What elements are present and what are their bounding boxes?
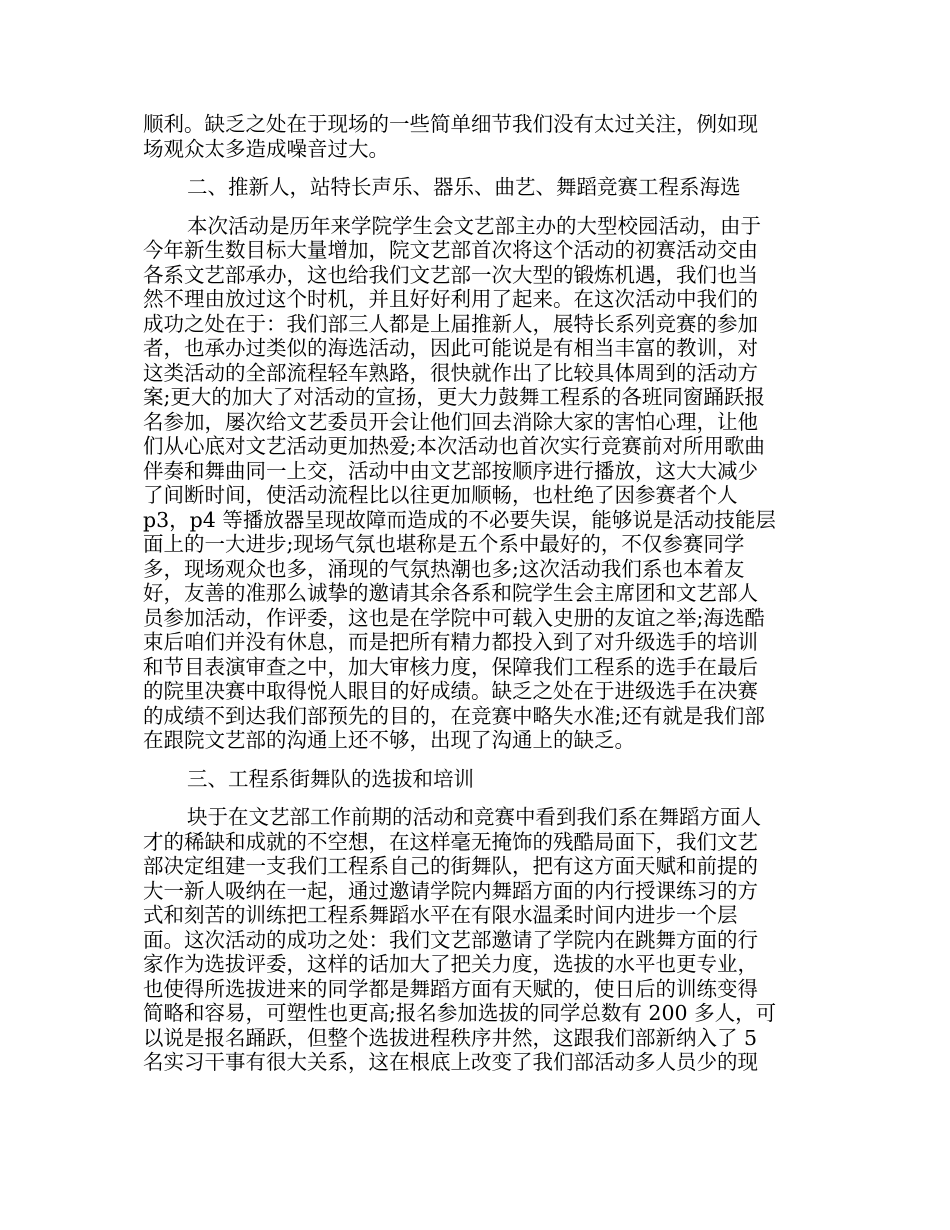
text-line: 然不理由放过这个时机，并且好好利用了起来。在这次活动中我们的 <box>143 287 758 311</box>
text-line: 了间断时间，使活动流程比以往更加顺畅，也杜绝了因参赛者个人 <box>143 483 738 507</box>
text-line: 部决定组建一支我们工程系自己的街舞队，把有这方面天赋和前提的 <box>143 854 758 878</box>
text-line: 的院里决赛中取得悦人眼目的好成绩。缺乏之处在于进级选手在决赛 <box>143 679 758 703</box>
text-line: 名实习干事有很大关系，这在根底上改变了我们部活动多人员少的现 <box>143 1050 758 1074</box>
text-line: 员参加活动，作评委，这也是在学院中可载入史册的友谊之举;海选酷 <box>143 605 765 630</box>
text-line: 以说是报名踊跃，但整个选拔进程秩序井然，这跟我们部新纳入了 5 <box>143 1025 758 1050</box>
paragraph <box>143 112 811 161</box>
text-line: 者，也承办过类似的海选活动，因此可能说是有相当丰富的教训，对 <box>143 336 758 360</box>
text-line: 家作为选拔评委，这样的话加大了把关力度，选拔的水平也更专业， <box>143 952 758 976</box>
text-line: p3，p4 等播放器呈现故障而造成的不必要失误，能够说是活动技能层 <box>143 507 776 532</box>
paragraph <box>143 175 811 200</box>
text-line: 场观众太多造成噪音过大。 <box>143 136 389 161</box>
text-line: 本次活动是历年来学院学生会文艺部主办的大型校园活动，由于 <box>187 213 761 238</box>
text-line: 成功之处在于：我们部三人都是上届推新人，展特长系列竞赛的参加 <box>143 311 758 336</box>
text-line: 也使得所选拔进来的同学都是舞蹈方面有天赋的，使日后的训练变得 <box>143 976 758 1001</box>
text-line: 们从心底对文艺活动更加热爱;本次活动也首次实行竞赛前对所用歌曲 <box>143 434 765 458</box>
text-line: 束后咱们并没有休息，而是把所有精力都投入到了对升级选手的培训 <box>143 630 758 654</box>
text-line: 顺利。缺乏之处在于现场的一些简单细节我们没有太过关注，例如现 <box>143 112 758 136</box>
text-line: 的成绩不到达我们部预先的目的，在竞赛中略失水准;还有就是我们部 <box>143 703 765 728</box>
text-line: 这类活动的全部流程轻车熟路，很快就作出了比较具体周到的活动方 <box>143 360 758 385</box>
text-line: 在跟院文艺部的沟通上还不够，出现了沟通上的缺乏。 <box>143 728 635 752</box>
text-line: 案;更大的加大了对活动的宣扬，更大力鼓舞工程系的各班同窗踊跃报 <box>143 385 765 409</box>
paragraph <box>143 214 811 753</box>
paragraph <box>143 767 811 792</box>
text-line: 块于在文艺部工作前期的活动和竞赛中看到我们系在舞蹈方面人 <box>187 805 761 829</box>
text-line: 面。这次活动的成功之处：我们文艺部邀请了学院内在跳舞方面的行 <box>143 927 758 952</box>
text-line: 各系文艺部承办，这也给我们文艺部一次大型的锻炼机遇，我们也当 <box>143 262 758 287</box>
text-line: 才的稀缺和成就的不空想，在这样毫无掩饰的残酷局面下，我们文艺 <box>143 829 758 854</box>
text-line: 大一新人吸纳在一起，通过邀请学院内舞蹈方面的内行授课练习的方 <box>143 878 758 903</box>
text-line: 好，友善的准那么诚挚的邀请其余各系和院学生会主席团和文艺部人 <box>143 581 758 605</box>
text-line: 简略和容易，可塑性也更高;报名参加选拔的同学总数有 200 多人，可 <box>143 1001 777 1025</box>
text-line: 二、推新人，站特长声乐、器乐、曲艺、舞蹈竞赛工程系海选 <box>187 175 741 199</box>
text-line: 式和刻苦的训练把工程系舞蹈水平在有限水温柔时间内进步一个层 <box>143 903 738 927</box>
document-page <box>143 112 811 1089</box>
text-line: 今年新生数目标大量增加，院文艺部首次将这个活动的初赛活动交由 <box>143 238 758 262</box>
text-line: 伴奏和舞曲同一上交，活动中由文艺部按顺序进行播放，这大大减少 <box>143 458 758 483</box>
text-line: 和节目表演审查之中，加大审核力度，保障我们工程系的选手在最后 <box>143 654 758 679</box>
text-line: 名参加，屡次给文艺委员开会让他们回去消除大家的害怕心理，让他 <box>143 409 758 434</box>
text-line: 面上的一大进步;现场气氛也堪称是五个系中最好的，不仅参赛同学 <box>143 532 745 556</box>
text-line: 三、工程系街舞队的选拔和培训 <box>187 766 474 791</box>
paragraph <box>143 805 811 1075</box>
text-line: 多，现场观众也多，涌现的气氛热潮也多;这次活动我们系也本着友 <box>143 556 745 581</box>
